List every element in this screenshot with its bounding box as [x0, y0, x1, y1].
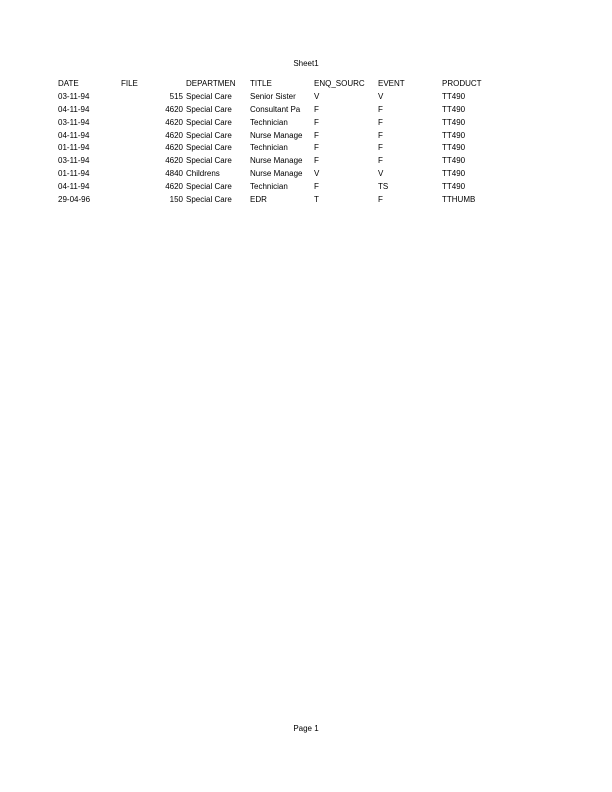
cell-title: Nurse Manage — [250, 156, 303, 166]
table-row — [58, 130, 538, 143]
cell-department: Special Care — [186, 143, 232, 153]
table-row — [58, 104, 538, 117]
cell-event: V — [378, 91, 384, 101]
cell-date: 04-11-94 — [58, 182, 90, 192]
cell-event: F — [378, 117, 383, 127]
cell-event: V — [378, 169, 384, 179]
table-header-row — [58, 78, 538, 91]
cell-enq-source: F — [314, 130, 319, 140]
column-header-title: TITLE — [250, 79, 272, 88]
cell-event: F — [378, 143, 383, 153]
cell-product: TTHUMB — [442, 195, 476, 205]
cell-product: TT490 — [442, 117, 466, 127]
cell-product: TT490 — [442, 130, 466, 140]
cell-product: TT490 — [442, 104, 466, 114]
cell-title: Technician — [250, 182, 288, 192]
cell-file: 4620 — [165, 130, 183, 140]
cell-department: Special Care — [186, 156, 232, 166]
column-header-event: EVENT — [378, 79, 405, 88]
column-header-product: PRODUCT — [442, 79, 482, 88]
cell-date: 03-11-94 — [58, 156, 90, 166]
cell-department: Childrens — [186, 169, 220, 179]
cell-file: 4620 — [165, 182, 183, 192]
cell-department: Special Care — [186, 117, 232, 127]
cell-event: F — [378, 130, 383, 140]
cell-title: Consultant Pa — [250, 104, 301, 114]
cell-enq-source: F — [314, 104, 319, 114]
table-row — [58, 194, 538, 207]
cell-department: Special Care — [186, 91, 232, 101]
cell-enq-source: V — [314, 91, 320, 101]
cell-product: TT490 — [442, 156, 466, 166]
cell-department: Special Care — [186, 195, 232, 205]
cell-department: Special Care — [186, 130, 232, 140]
cell-file: 4620 — [165, 143, 183, 153]
cell-product: TT490 — [442, 182, 466, 192]
cell-file: 4620 — [165, 104, 183, 114]
cell-enq-source: F — [314, 156, 319, 166]
cell-date: 04-11-94 — [58, 130, 90, 140]
cell-title: Technician — [250, 117, 288, 127]
table-row — [58, 91, 538, 104]
column-header-department: DEPARTMEN — [186, 79, 236, 88]
table-row — [58, 142, 538, 155]
cell-title: EDR — [250, 195, 267, 205]
cell-enq-source: F — [314, 143, 319, 153]
column-header-file: FILE — [121, 79, 138, 88]
cell-product: TT490 — [442, 143, 466, 153]
cell-enq-source: T — [314, 195, 319, 205]
cell-department: Special Care — [186, 104, 232, 114]
cell-product: TT490 — [442, 91, 466, 101]
table-row — [58, 181, 538, 194]
cell-file: 4840 — [165, 169, 183, 179]
cell-event: F — [378, 195, 383, 205]
cell-file: 4620 — [165, 117, 183, 127]
spreadsheet-table — [58, 78, 538, 207]
cell-title: Nurse Manage — [250, 130, 303, 140]
cell-date: 01-11-94 — [58, 143, 90, 153]
cell-title: Technician — [250, 143, 288, 153]
cell-date: 03-11-94 — [58, 91, 90, 101]
cell-file: 4620 — [165, 156, 183, 166]
cell-date: 04-11-94 — [58, 104, 90, 114]
cell-department: Special Care — [186, 182, 232, 192]
cell-date: 29-04-96 — [58, 195, 91, 205]
cell-date: 01-11-94 — [58, 169, 90, 179]
cell-title: Nurse Manage — [250, 169, 303, 179]
cell-file: 150 — [169, 195, 183, 205]
cell-file: 515 — [169, 91, 183, 101]
cell-event: TS — [378, 182, 389, 192]
cell-enq-source: F — [314, 117, 319, 127]
table-row — [58, 155, 538, 168]
cell-event: F — [378, 104, 383, 114]
column-header-date: DATE — [58, 79, 79, 88]
cell-date: 03-11-94 — [58, 117, 90, 127]
cell-title: Senior Sister — [250, 91, 296, 101]
page-number-footer: Page 1 — [293, 724, 319, 733]
table-row — [58, 117, 538, 130]
sheet-title: Sheet1 — [293, 59, 319, 68]
table-row — [58, 168, 538, 181]
cell-event: F — [378, 156, 383, 166]
column-header-enq-source: ENQ_SOURC — [314, 79, 365, 88]
cell-product: TT490 — [442, 169, 466, 179]
cell-enq-source: F — [314, 182, 319, 192]
cell-enq-source: V — [314, 169, 320, 179]
